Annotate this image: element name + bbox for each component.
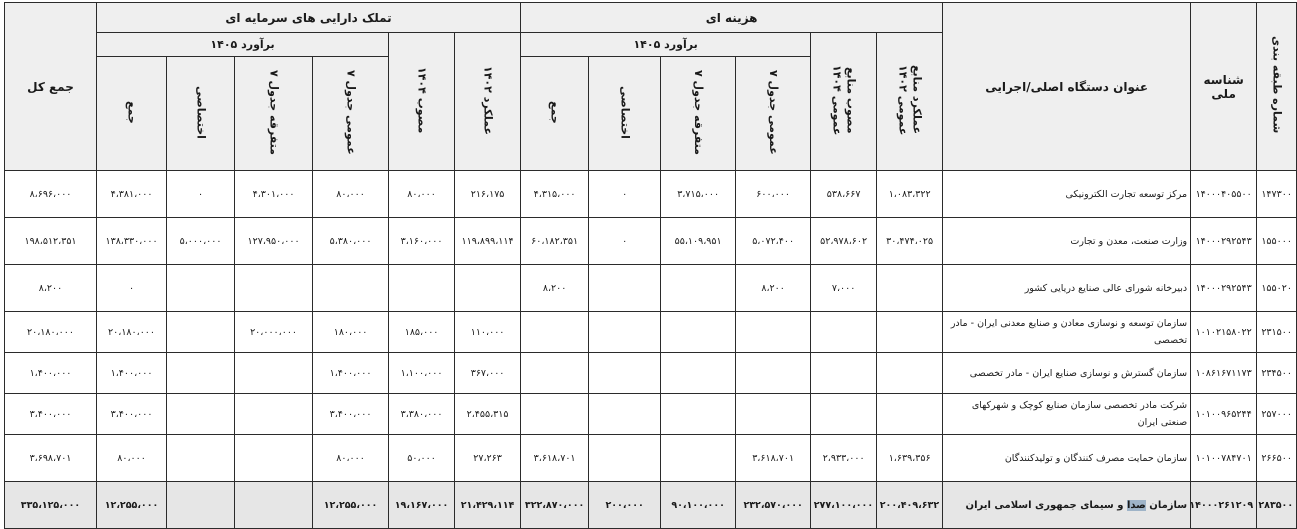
cell-code: ۲۳۴۵۰۰: [1257, 353, 1297, 394]
cell-cap-actual: ۱۱۹،۸۹۹،۱۱۴: [455, 218, 521, 265]
table-row: [5, 435, 1297, 482]
cell-total: ۳۳۵،۱۲۵،۰۰۰: [5, 482, 97, 529]
cell-exp-actual: [877, 312, 943, 353]
cell-exp-public: ۳،۶۱۸،۷۰۱: [736, 435, 811, 482]
cell-cap-misc: ۱۲۷،۹۵۰،۰۰۰: [235, 218, 313, 265]
header-cap-misc: متفرقه جدول ۷: [235, 57, 313, 171]
header-cap-actual: عملکرد ۱۴۰۲: [455, 33, 521, 171]
cell-national-id: ۱۰۱۰۲۱۵۸۰۲۲: [1191, 312, 1257, 353]
budget-table: [4, 2, 1297, 529]
header-grand-total: جمع کل: [5, 3, 97, 171]
table-row: [5, 353, 1297, 394]
header-cap-estimate: برآورد ۱۴۰۵: [97, 33, 389, 57]
table-row: [5, 394, 1297, 435]
cell-exp-approved: [811, 394, 877, 435]
cell-exp-sum: ۳۲۲،۸۷۰،۰۰۰: [521, 482, 589, 529]
header-row-number: شماره طبقه بندی: [1257, 3, 1297, 171]
cell-exp-public: ۲۳۲،۵۷۰،۰۰۰: [736, 482, 811, 529]
cell-total: ۸،۲۰۰: [5, 265, 97, 312]
cell-exp-special: ۲۰۰،۰۰۰: [589, 482, 661, 529]
header-exp-public: عمومی جدول ۷: [736, 57, 811, 171]
header-cap-approved: مصوب ۱۴۰۴: [389, 33, 455, 171]
cell-exp-special: ۰: [589, 171, 661, 218]
cell-exp-approved: [811, 353, 877, 394]
cell-exp-approved: ۵۲،۹۷۸،۶۰۲: [811, 218, 877, 265]
cell-title: دبیرخانه شورای عالی صنایع دریایی کشور: [943, 265, 1191, 312]
cell-exp-approved: ۵۳۸،۶۶۷: [811, 171, 877, 218]
cell-cap-misc: ۲۰،۰۰۰،۰۰۰: [235, 312, 313, 353]
cell-code: ۲۸۳۵۰۰: [1257, 482, 1297, 529]
cell-exp-actual: ۲۰۰،۴۰۹،۶۳۲: [877, 482, 943, 529]
table-row: [5, 171, 1297, 218]
cell-cap-approved: ۱،۱۰۰،۰۰۰: [389, 353, 455, 394]
table-row: [5, 265, 1297, 312]
header-national-id: شناسه ملی: [1191, 3, 1257, 171]
cell-cap-public: ۱۲،۲۵۵،۰۰۰: [313, 482, 389, 529]
cell-cap-public: ۸۰،۰۰۰: [313, 171, 389, 218]
cell-cap-misc: [235, 394, 313, 435]
cell-cap-misc: [235, 265, 313, 312]
table-row: [5, 218, 1297, 265]
cell-cap-misc: ۴،۳۰۱،۰۰۰: [235, 171, 313, 218]
highlighted-text: صدا: [1126, 499, 1146, 511]
cell-cap-approved: [389, 265, 455, 312]
cell-exp-misc: [661, 435, 736, 482]
header-expense-group: هزینه ای: [521, 3, 943, 33]
header-cap-special: اختصاصی: [167, 57, 235, 171]
cell-national-id: ۱۰۱۰۰۹۶۵۲۴۴: [1191, 394, 1257, 435]
cell-national-id: ۱۴۰۰۰۲۹۲۵۴۳: [1191, 218, 1257, 265]
cell-code: ۲۶۶۵۰۰: [1257, 435, 1297, 482]
cell-cap-public: [313, 265, 389, 312]
cell-national-id: ۱۴۰۰۰۲۹۲۵۴۳: [1191, 265, 1257, 312]
cell-cap-public: ۱۸۰،۰۰۰: [313, 312, 389, 353]
cell-exp-actual: [877, 265, 943, 312]
cell-exp-approved: ۲۷۷،۱۰۰،۰۰۰: [811, 482, 877, 529]
cell-exp-sum: [521, 394, 589, 435]
cell-code: ۱۵۵۰۲۰: [1257, 265, 1297, 312]
cell-cap-sum: ۲۰،۱۸۰،۰۰۰: [97, 312, 167, 353]
header-exp-sum: جمع: [521, 57, 589, 171]
cell-exp-actual: [877, 353, 943, 394]
cell-exp-special: [589, 265, 661, 312]
cell-cap-misc: [235, 353, 313, 394]
cell-exp-actual: ۱،۶۳۹،۳۵۶: [877, 435, 943, 482]
cell-title: وزارت صنعت، معدن و تجارت: [943, 218, 1191, 265]
title-part: سازمان: [1145, 499, 1188, 511]
cell-exp-public: ۸،۲۰۰: [736, 265, 811, 312]
cell-exp-misc: ۵۵،۱۰۹،۹۵۱: [661, 218, 736, 265]
cell-cap-special: [167, 435, 235, 482]
cell-exp-misc: [661, 312, 736, 353]
header-exp-special: اختصاصی: [589, 57, 661, 171]
cell-cap-special: [167, 312, 235, 353]
cell-exp-approved: [811, 312, 877, 353]
cell-national-id: ۱۰۸۶۱۶۷۱۱۷۳: [1191, 353, 1257, 394]
cell-title: سازمان گسترش و نوسازی صنایع ایران - مادر تخصصی: [943, 353, 1191, 394]
cell-cap-actual: [455, 265, 521, 312]
header-exp-estimate: برآورد ۱۴۰۵: [521, 33, 811, 57]
cell-exp-actual: ۳۰،۴۷۴،۰۲۵: [877, 218, 943, 265]
cell-cap-public: ۵،۳۸۰،۰۰۰: [313, 218, 389, 265]
cell-title: سازمان حمایت مصرف کنندگان و تولیدکنندگان: [943, 435, 1191, 482]
cell-exp-public: ۵،۰۷۲،۴۰۰: [736, 218, 811, 265]
cell-exp-misc: [661, 353, 736, 394]
cell-cap-special: [167, 482, 235, 529]
cell-code: ۱۴۷۳۰۰: [1257, 171, 1297, 218]
cell-cap-sum: ۰: [97, 265, 167, 312]
cell-exp-special: [589, 435, 661, 482]
cell-cap-special: ۵،۰۰۰،۰۰۰: [167, 218, 235, 265]
cell-cap-special: [167, 353, 235, 394]
cell-cap-misc: [235, 435, 313, 482]
cell-cap-sum: ۱،۴۰۰،۰۰۰: [97, 353, 167, 394]
cell-exp-public: [736, 353, 811, 394]
cell-cap-misc: [235, 482, 313, 529]
cell-exp-public: ۶۰۰،۰۰۰: [736, 171, 811, 218]
cell-cap-actual: ۲۷،۲۶۳: [455, 435, 521, 482]
cell-national-id: ۱۴۰۰۰۴۰۵۵۰۰: [1191, 171, 1257, 218]
header-cap-sum: جمع: [97, 57, 167, 171]
cell-cap-special: [167, 265, 235, 312]
cell-exp-sum: ۸،۲۰۰: [521, 265, 589, 312]
cell-national-id: ۱۰۱۰۰۷۸۴۷۰۱: [1191, 435, 1257, 482]
cell-cap-actual: ۳۶۷،۰۰۰: [455, 353, 521, 394]
cell-exp-sum: ۳،۶۱۸،۷۰۱: [521, 435, 589, 482]
cell-cap-actual: ۱۱۰،۰۰۰: [455, 312, 521, 353]
total-row: [5, 482, 1297, 529]
cell-cap-approved: ۳،۱۶۰،۰۰۰: [389, 218, 455, 265]
cell-cap-public: ۸۰،۰۰۰: [313, 435, 389, 482]
header-exp-actual: عملکرد منابع عمومی ۱۴۰۲: [877, 33, 943, 171]
header-capital-group: تملک دارایی های سرمایه ای: [97, 3, 521, 33]
cell-cap-special: ۰: [167, 171, 235, 218]
cell-cap-sum: ۳،۴۰۰،۰۰۰: [97, 394, 167, 435]
cell-exp-public: [736, 312, 811, 353]
cell-exp-special: [589, 353, 661, 394]
cell-cap-actual: ۲۱۶،۱۷۵: [455, 171, 521, 218]
cell-exp-special: ۰: [589, 218, 661, 265]
cell-cap-actual: ۲۱،۴۲۹،۱۱۴: [455, 482, 521, 529]
cell-cap-special: [167, 394, 235, 435]
cell-cap-actual: ۲،۴۵۵،۳۱۵: [455, 394, 521, 435]
cell-total: ۱،۴۰۰،۰۰۰: [5, 353, 97, 394]
cell-exp-public: [736, 394, 811, 435]
cell-exp-special: [589, 312, 661, 353]
cell-cap-sum: ۱۲،۲۵۵،۰۰۰: [97, 482, 167, 529]
header-exp-misc: متفرقه جدول ۷: [661, 57, 736, 171]
cell-exp-sum: [521, 353, 589, 394]
cell-exp-sum: ۴،۳۱۵،۰۰۰: [521, 171, 589, 218]
title-part: و سیمای جمهوری اسلامی ایران: [965, 499, 1127, 511]
cell-cap-approved: ۸۰،۰۰۰: [389, 171, 455, 218]
cell-exp-approved: ۷،۰۰۰: [811, 265, 877, 312]
cell-exp-sum: ۶۰،۱۸۲،۳۵۱: [521, 218, 589, 265]
cell-total: ۲۰،۱۸۰،۰۰۰: [5, 312, 97, 353]
cell-total: ۳،۶۹۸،۷۰۱: [5, 435, 97, 482]
cell-exp-misc: ۳،۷۱۵،۰۰۰: [661, 171, 736, 218]
cell-exp-special: [589, 394, 661, 435]
cell-code: ۱۵۵۰۰۰: [1257, 218, 1297, 265]
cell-cap-public: ۱،۴۰۰،۰۰۰: [313, 353, 389, 394]
cell-total: ۱۹۸،۵۱۲،۳۵۱: [5, 218, 97, 265]
cell-exp-approved: ۲،۹۳۳،۰۰۰: [811, 435, 877, 482]
cell-exp-sum: [521, 312, 589, 353]
header-cap-public: عمومی جدول ۷: [313, 57, 389, 171]
cell-total: ۳،۴۰۰،۰۰۰: [5, 394, 97, 435]
cell-national-id: ۱۴۰۰۰۲۶۱۲۰۹: [1191, 482, 1257, 529]
cell-exp-misc: [661, 394, 736, 435]
cell-title: سازمان توسعه و نوسازی معادن و صنایع معدنی ایران - مادر تخصصی: [943, 312, 1191, 353]
cell-cap-sum: ۴،۳۸۱،۰۰۰: [97, 171, 167, 218]
cell-cap-approved: ۵۰،۰۰۰: [389, 435, 455, 482]
cell-cap-sum: ۸۰،۰۰۰: [97, 435, 167, 482]
cell-exp-actual: [877, 394, 943, 435]
cell-title: مرکز توسعه تجارت الکترونیکی: [943, 171, 1191, 218]
cell-cap-sum: ۱۳۸،۳۳۰،۰۰۰: [97, 218, 167, 265]
cell-cap-approved: ۱۸۵،۰۰۰: [389, 312, 455, 353]
cell-cap-approved: ۱۹،۱۶۷،۰۰۰: [389, 482, 455, 529]
table-row: [5, 312, 1297, 353]
cell-cap-approved: ۳،۳۸۰،۰۰۰: [389, 394, 455, 435]
cell-cap-public: ۳،۴۰۰،۰۰۰: [313, 394, 389, 435]
cell-code: ۲۵۷۰۰۰: [1257, 394, 1297, 435]
cell-title: [943, 482, 1191, 529]
cell-exp-misc: ۹۰،۱۰۰،۰۰۰: [661, 482, 736, 529]
cell-exp-misc: [661, 265, 736, 312]
header-title: عنوان دستگاه اصلی/اجرایی: [943, 3, 1191, 171]
cell-code: ۲۳۱۵۰۰: [1257, 312, 1297, 353]
cell-exp-actual: ۱،۰۸۳،۳۲۲: [877, 171, 943, 218]
cell-title: شرکت مادر تخصصی سازمان صنایع کوچک و شهرکهای صنعتی ایران: [943, 394, 1191, 435]
header-exp-approved: مصوب منابع عمومی ۱۴۰۴: [811, 33, 877, 171]
cell-total: ۸،۶۹۶،۰۰۰: [5, 171, 97, 218]
